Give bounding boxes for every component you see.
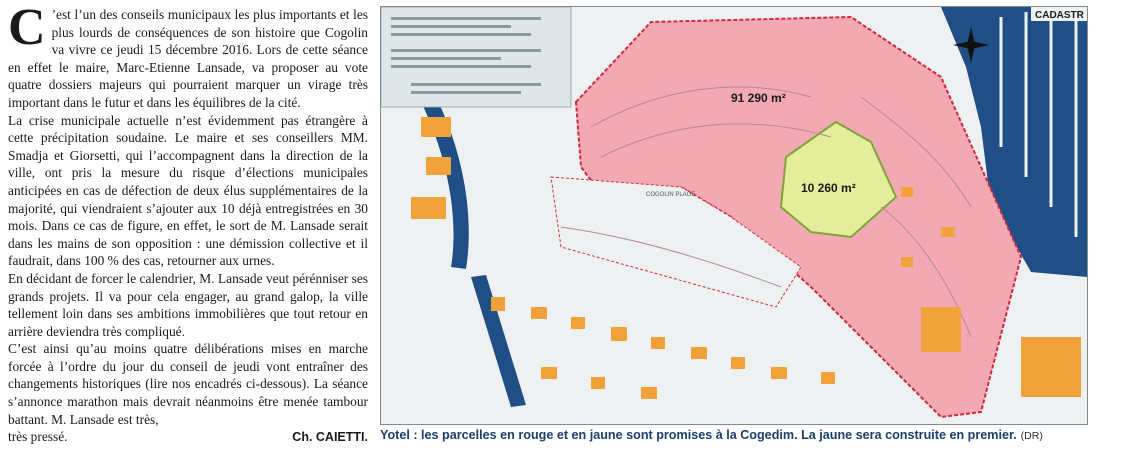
cadastral-map xyxy=(381,7,1087,424)
paragraph-1 xyxy=(8,0,368,112)
paragraph-2: La crise municipale actuelle n’est évidemment pas étrangère à cette précipitation soudaine. Le maire et ses conseillers MM. Smadja et Giorsetti, qui l’accompagnent dans la direction de la ville, ont pris la mesure du risque d’élections municipales anticipées en cas de défection de deux élus supplémentaires de la majorité, qui viendraient s’ajouter aux 10 déjà entregistrées en 30 mois. Dans ce cas de figure, en effet, le sort de M. Lansade serait dans les mains de son opposition : une démission collective et il faudrait, dans 100 % des cas, retourner aux urnes. xyxy=(8,112,368,269)
byline: Ch. CAIETTI. xyxy=(292,430,368,445)
map-photo xyxy=(380,6,1088,425)
photo-credit: (DR) xyxy=(1020,430,1043,442)
caption-text: Yotel : les parcelles en rouge et en jaune sont promises à la Cogedim. La jaune sera construite en premier. xyxy=(380,428,1017,442)
area-label-yellow: 10 260 m² xyxy=(801,181,856,195)
area-label-red: 91 290 m² xyxy=(731,91,786,105)
paragraph-1-text: ’est l’un des conseils municipaux les plus importants et les plus lourds de conséquences de son histoire que Cogolin va vivre ce jeudi 15 décembre 2016. Lors de cette séance en effet le maire, Marc-Etienne Lansade, va proposer au vote quatre dossiers majeurs qui pourraient marquer un virage très important dans le futur et dans les équilibres de la cité. xyxy=(8,7,368,110)
drop-cap: C xyxy=(8,0,46,56)
photo-caption xyxy=(380,428,1100,442)
cadastre-label: CADASTR xyxy=(1035,10,1084,21)
closing-text: très pressé. xyxy=(8,429,68,445)
paragraph-3: En décidant de forcer le calendrier, M. Lansade veut pérénniser ses grands projets. Il va pour cela engager, au grand galop, la ville tellement loin dans ses ambitions immobilières que tout retour en arrière deviendra très compliqué. xyxy=(8,270,368,339)
article-body xyxy=(8,0,368,447)
place-label: COGOLIN PLAGE xyxy=(646,192,696,198)
closing-line xyxy=(8,428,368,447)
paragraph-4: C’est ainsi qu’au moins quatre délibérations mises en marche forcée à l’ordre du jour du conseil de jeudi vont entraîner des changements historiques (lire nos encadrés ci-dessous). La séance s’annonce marathon mais devrait néanmoins être menée tambour battant. M. Lansade est très, xyxy=(8,341,368,427)
